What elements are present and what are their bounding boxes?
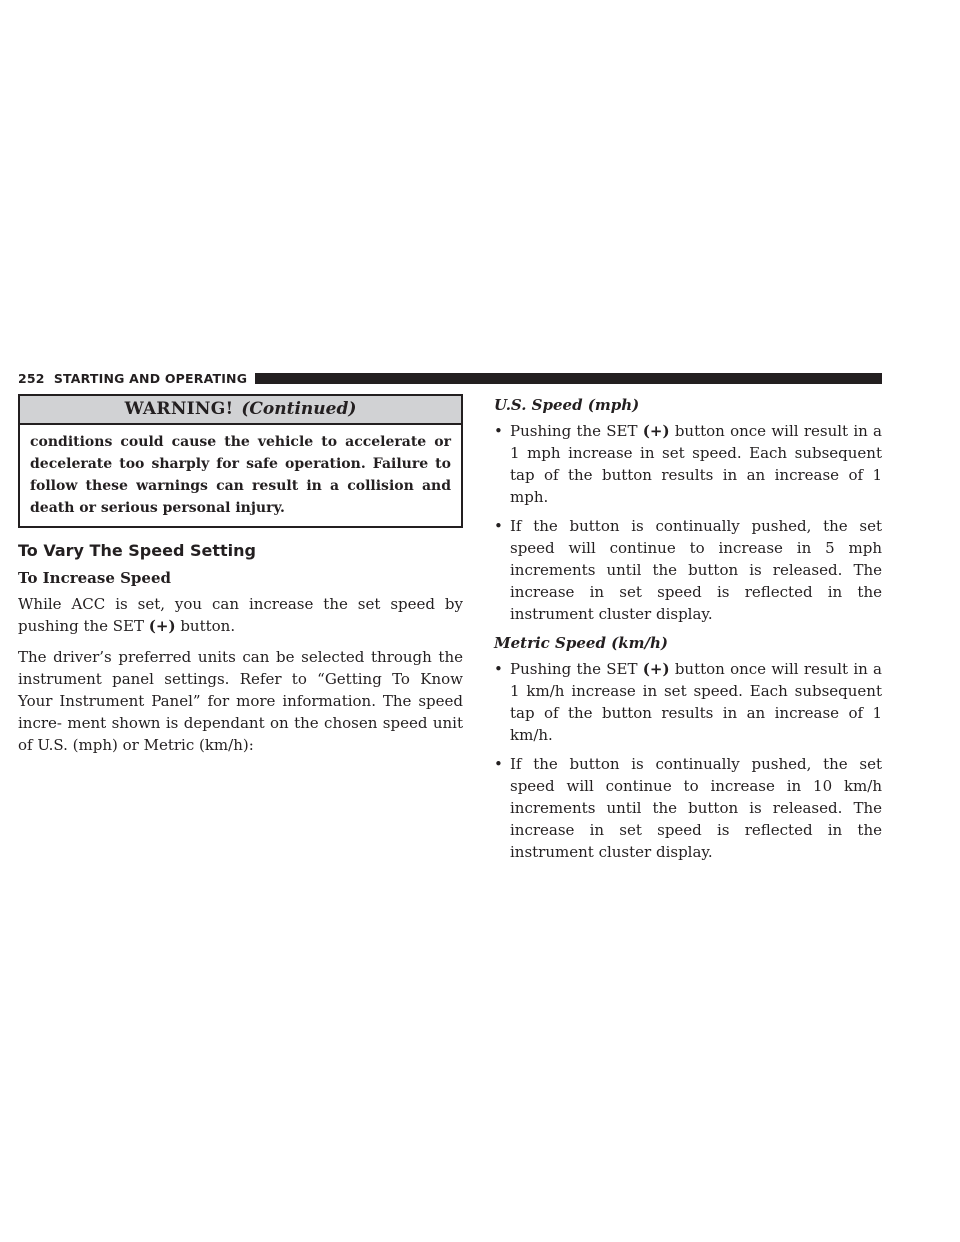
item-text: If the button is continually pushed, the set speed will continue to increase in 10 km/h increments until the button is released. The increase in set speed is reflected in the instrument cluster display.: [510, 755, 882, 861]
left-column: [18, 394, 463, 756]
subsection-heading: To Increase Speed: [18, 569, 171, 587]
header-rule: [255, 373, 882, 384]
item-text-end: button once will result in a 1 km/h increase in set speed. Each subsequent tap of the button results in an increase of 1 km/h.: [510, 660, 882, 744]
item-text-end: button once will result in a 1 mph increase in set speed. Each subsequent tap of the button results in an increase of 1 mph.: [510, 422, 882, 506]
list-item: [494, 753, 882, 863]
p1-text: While ACC is set, you can increase the set speed by pushing the SET: [18, 595, 463, 635]
right-column: [494, 394, 882, 870]
metric-speed-heading: Metric Speed (km/h): [494, 634, 668, 652]
bullet-icon: •: [494, 422, 503, 440]
metric-speed-list: [494, 658, 882, 863]
bullet-icon: •: [494, 660, 503, 678]
page-header: [18, 370, 882, 386]
page-number: 252: [18, 370, 45, 386]
list-item: [494, 515, 882, 625]
item-text: If the button is continually pushed, the set speed will continue to increase in 5 mph increments until the button is released. The increase in set speed is reflected in the instrument cluster display.: [510, 517, 882, 623]
bullet-icon: •: [494, 517, 503, 535]
p1-plus-symbol: (+): [148, 617, 176, 635]
us-speed-list: [494, 420, 882, 625]
warning-box: [18, 394, 463, 528]
warning-continued: (Continued): [241, 399, 357, 419]
warning-body: conditions could cause the vehicle to accelerate or decelerate too sharply for safe operation. Failure to follow these warnings can result in a collision and death or serious personal injury.: [30, 434, 451, 516]
list-item: [494, 420, 882, 508]
plus-symbol: (+): [642, 660, 670, 678]
p1-text-end: button.: [175, 617, 236, 635]
warning-header: [20, 396, 461, 425]
warning-title: WARNING!: [124, 399, 234, 419]
us-speed-heading: U.S. Speed (mph): [494, 396, 640, 414]
paragraph-increase-speed: [18, 593, 463, 637]
paragraph-units: The driver’s preferred units can be selected through the instrument panel settings. Refer to “Getting To Know Your Instrument Panel” for more information. The speed incre- ment shown is dependant on the chosen speed unit of U.S. (mph) or Metric (km/h):: [18, 648, 463, 754]
section-heading: To Vary The Speed Setting: [18, 541, 256, 560]
item-text: Pushing the SET: [510, 660, 643, 678]
bullet-icon: •: [494, 755, 503, 773]
item-text: Pushing the SET: [510, 422, 643, 440]
header-text: [18, 371, 247, 386]
plus-symbol: (+): [642, 422, 670, 440]
list-item: [494, 658, 882, 746]
section-title: STARTING AND OPERATING: [53, 370, 248, 386]
